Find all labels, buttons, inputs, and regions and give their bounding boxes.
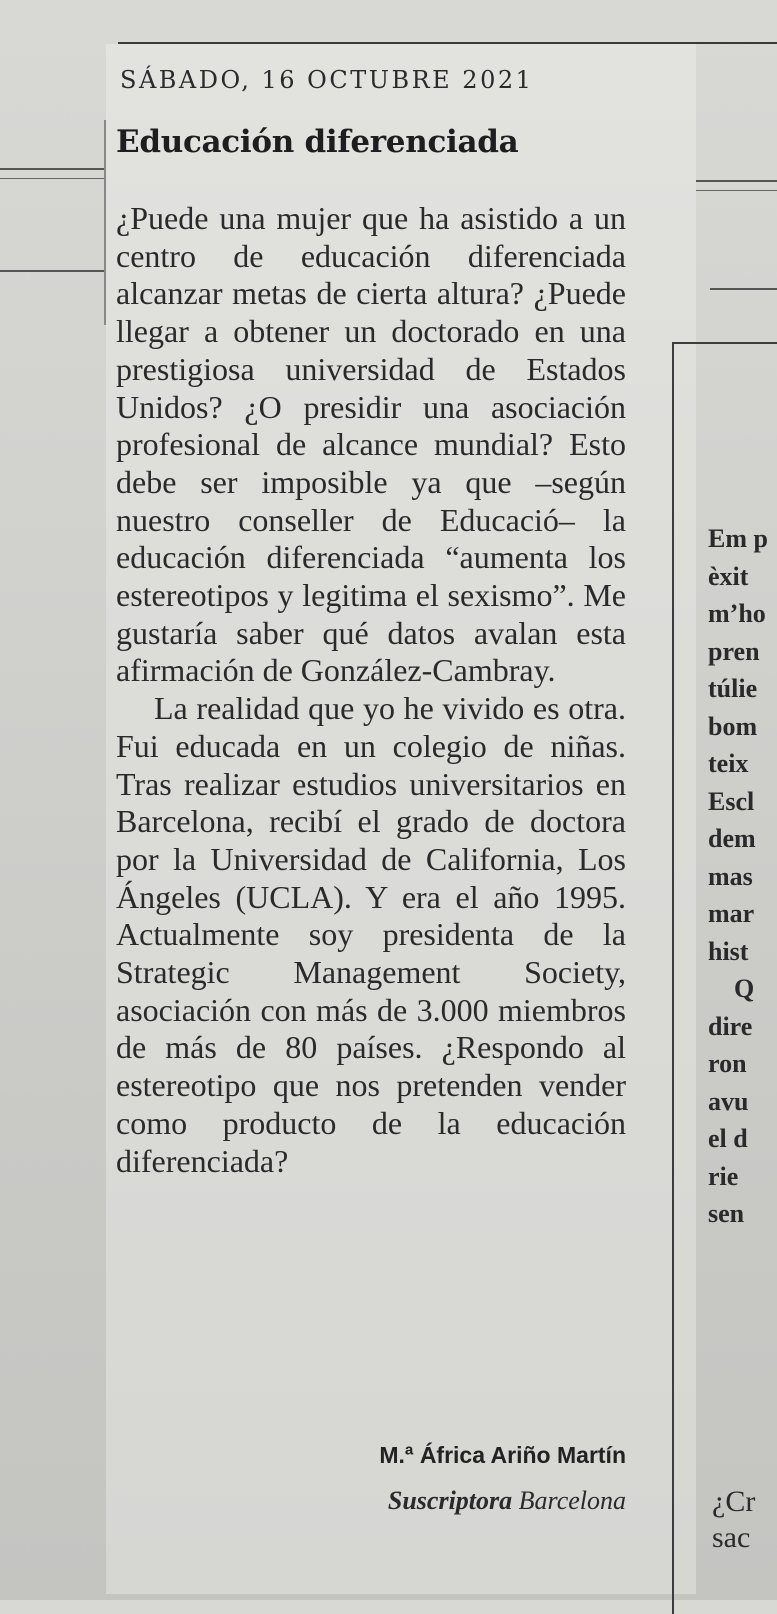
adjacent-line: èxit	[708, 561, 749, 591]
adjacent-article-bottom-text	[712, 1484, 777, 1556]
letter-headline: Educación diferenciada	[116, 124, 519, 160]
right-column-rule-1	[694, 180, 777, 182]
adjacent-line: el d	[708, 1124, 748, 1153]
author-role: Suscriptora	[387, 1486, 513, 1515]
adjacent-line: m’ho	[708, 599, 766, 628]
adjacent-line: rie	[708, 1161, 739, 1191]
left-column-rule-2	[0, 178, 106, 179]
adjacent-article-text	[708, 520, 777, 1233]
adjacent-line: dem	[708, 824, 756, 853]
adjacent-line: túlie	[708, 674, 758, 703]
adjacent-line: sen	[708, 1199, 745, 1228]
adjacent-line: Em p	[708, 524, 768, 553]
adjacent-line: mar	[708, 899, 755, 928]
right-column-rule-2	[694, 190, 777, 191]
adjacent-line: bom	[708, 711, 758, 741]
author-city: Barcelona	[518, 1486, 626, 1515]
letter-paragraph-2: La realidad que yo he vivido es otra. Fui educada en un colegio de niñas. Tras realizar estudios universitarios en Barcelona, recibí el grado de doctora por la Universidad de California, Los Ángeles (UCLA). Y era el año 1995. Actualmente soy presidenta de la Strategic Management Society, asociación con más de 3.000 miembros de más de 80 países. ¿Respondo al estereotipo que nos pretenden vender como producto de la educación diferenciada?	[116, 690, 626, 1179]
clipping-edge	[104, 120, 106, 325]
adjacent-line: hist	[708, 936, 749, 966]
adjacent-line: sac	[712, 1521, 751, 1554]
adjacent-line: Escl	[708, 786, 755, 816]
letter-body	[116, 200, 626, 1180]
author-byline	[280, 1486, 626, 1516]
letter-paragraph-1: ¿Puede una mujer que ha asistido a un centro de educación diferenciada alcanzar metas de cierta altura? ¿Puede llegar a obtener un doctorado en una prestigiosa universidad de Estados Unidos? ¿O presidir una asociación profesional de alcance mundial? Esto debe ser imposible ya que –según nuestro conseller de Educació– la educación diferenciada “aumenta los estereotipos y legitima el sexismo”. Me gustaría saber qué datos avalan esta afirmación de González-Cambray.	[116, 200, 626, 689]
adjacent-line: dire	[708, 1011, 753, 1041]
author-name: M.ª África Ariño Martín	[379, 1442, 626, 1468]
adjacent-line: ¿Cr	[712, 1485, 756, 1518]
right-column-rule-3	[710, 288, 777, 290]
adjacent-line: avu	[708, 1086, 749, 1116]
publication-date: SÁBADO, 16 OCTUBRE 2021	[120, 66, 534, 94]
adjacent-line: teix	[708, 749, 749, 778]
left-column-rule-1	[0, 168, 106, 170]
adjacent-line: pren	[708, 636, 760, 666]
adjacent-line: mas	[708, 861, 753, 891]
left-column-rule-3	[0, 270, 106, 272]
adjacent-line: ron	[708, 1049, 747, 1078]
adjacent-line: Q	[734, 974, 755, 1003]
